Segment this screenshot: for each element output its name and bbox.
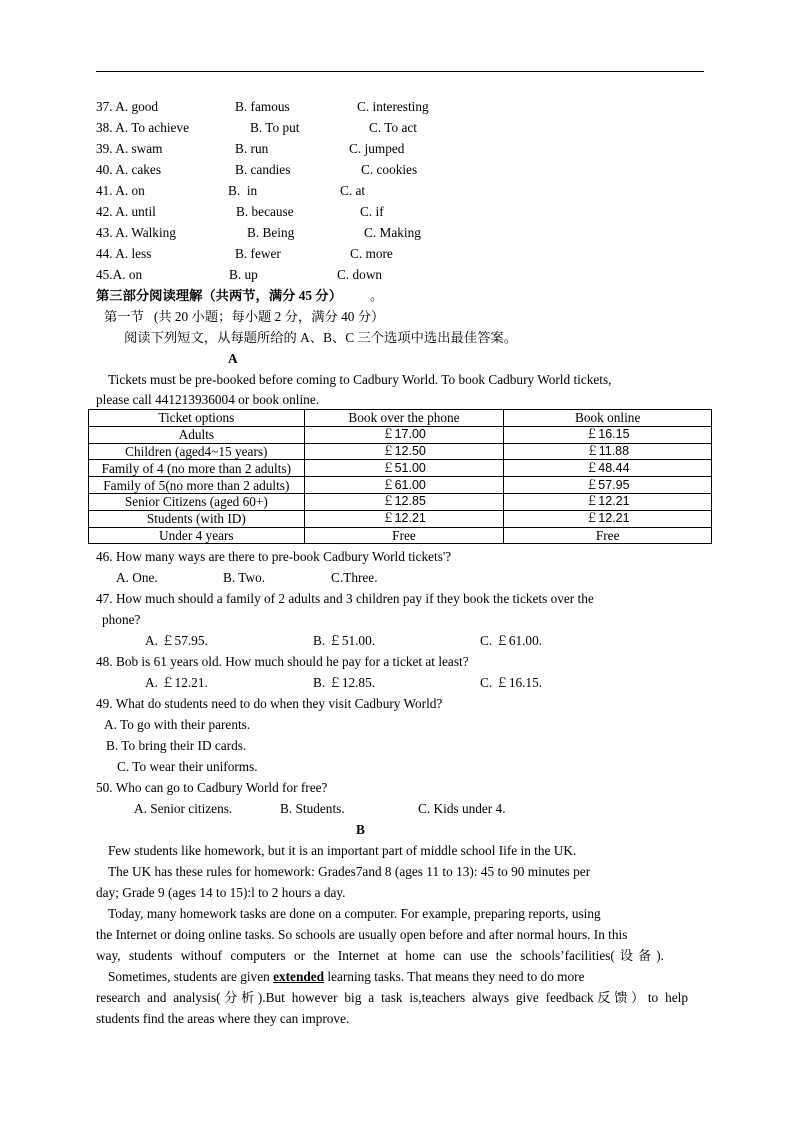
section-title-tail: 。 <box>370 288 384 303</box>
header-book-online: Book online <box>504 410 712 427</box>
passage-b-paragraph-2-line-1: The UK has these rules for homework: Grades7and 8 (ages 11 to 13): 45 to 90 minutes per <box>108 864 591 879</box>
choice-38-b: B. To put <box>250 120 300 135</box>
question-46-option-b: B. Two. <box>223 570 266 585</box>
passage-b-paragraph-3-line-2: the Internet or doing online tasks. So schools are usually open before and after normal hours. In this <box>96 927 628 942</box>
question-47-cont: phone? <box>102 612 141 627</box>
top-rule <box>96 71 704 72</box>
section-subtitle: 第一节 (共 20 小题；每小题 2 分，满分 40 分） <box>104 309 385 324</box>
question-48: 48. Bob is 61 years old. How much should he pay for a ticket at least? <box>96 654 469 669</box>
choice-44-c: C. more <box>350 246 393 261</box>
passage-a-line-2: please call 441213936004 or book online. <box>96 392 320 407</box>
choice-43-c: C. Making <box>364 225 421 240</box>
choice-37-c: C. interesting <box>357 99 429 114</box>
online-price: ￡11.88 <box>504 443 712 460</box>
passage-b-paragraph-3-line-3: way, students withouf computers or the Internet at home can use the schools’facilities(设备). <box>96 948 664 963</box>
paragraph-4-tail: learning tasks. That means they need to do more <box>324 969 585 984</box>
choice-37-a: 37. A. good <box>96 99 159 114</box>
table-row <box>89 493 712 510</box>
choice-39-a: 39. A. swam <box>96 141 163 156</box>
question-47: 47. How much should a family of 2 adults and 3 children pay if they book the tickets over the <box>96 591 594 606</box>
question-46-option-a: A. One. <box>116 570 158 585</box>
table-row <box>89 527 712 544</box>
extended-keyword: extended <box>273 969 325 984</box>
choice-45-a: 45.A. on <box>96 267 143 282</box>
choice-44-b: B. fewer <box>235 246 281 261</box>
question-47-option-b: B. ￡51.00. <box>313 633 376 648</box>
online-price: ￡12.21 <box>504 493 712 510</box>
phone-price: ￡61.00 <box>304 477 504 494</box>
choice-40-b: B. candies <box>235 162 291 177</box>
online-price: ￡12.21 <box>504 510 712 527</box>
question-48-option-c: C. ￡16.15. <box>480 675 543 690</box>
ticket-option: Students (with ID) <box>89 510 305 527</box>
question-48-option-b: B. ￡12.85. <box>313 675 376 690</box>
ticket-option: Family of 5(no more than 2 adults) <box>89 477 305 494</box>
question-46: 46. How many ways are there to pre-book Cadbury World tickets'? <box>96 549 452 564</box>
question-49-option-a: A. To go with their parents. <box>104 717 251 732</box>
question-50-option-a: A. Senior citizens. <box>134 801 233 816</box>
choice-41-c: C. at <box>340 183 366 198</box>
question-50-option-b: B. Students. <box>280 801 345 816</box>
online-price: Free <box>504 527 712 544</box>
choice-44-a: 44. A. less <box>96 246 152 261</box>
paragraph-4-lead: Sometimes, students are given <box>108 969 274 984</box>
choice-40-c: C. cookies <box>361 162 418 177</box>
table-row <box>89 510 712 527</box>
ticket-option: Children (aged4~15 years) <box>89 443 305 460</box>
question-49: 49. What do students need to do when they visit Cadbury World? <box>96 696 443 711</box>
question-47-option-c: C. ￡61.00. <box>480 633 543 648</box>
choice-43-a: 43. A. Walking <box>96 225 176 240</box>
ticket-option: Family of 4 (no more than 2 adults) <box>89 460 305 477</box>
question-46-option-c: C.Three. <box>331 570 378 585</box>
ticket-option: Senior Citizens (aged 60+) <box>89 493 305 510</box>
online-price: ￡16.15 <box>504 426 712 443</box>
passage-b-paragraph-3-line-1: Today, many homework tasks are done on a computer. For example, preparing reports, using <box>108 906 601 921</box>
question-47-option-a: A. ￡57.95. <box>145 633 208 648</box>
header-ticket-options: Ticket options <box>89 410 305 427</box>
passage-a-letter: A <box>228 351 238 366</box>
header-book-phone: Book over the phone <box>304 410 504 427</box>
choice-38-c: C. To act <box>369 120 417 135</box>
table-row <box>89 426 712 443</box>
choice-42-a: 42. A. until <box>96 204 156 219</box>
passage-b-letter: B <box>356 822 365 837</box>
question-49-option-c: C. To wear their uniforms. <box>117 759 258 774</box>
phone-price: ￡17.00 <box>304 426 504 443</box>
passage-a-line-1: Tickets must be pre-booked before coming to Cadbury World. To book Cadbury World tickets, <box>108 372 612 387</box>
question-49-option-b: B. To bring their ID cards. <box>106 738 247 753</box>
phone-price: ￡12.50 <box>304 443 504 460</box>
choice-42-b: B. because <box>236 204 294 219</box>
section-instruction: 阅读下列短文，从每题所给的 A、B、C 三个选项中选出最佳答案。 <box>124 330 518 345</box>
passage-b-paragraph-2-line-2: day; Grade 9 (ages 14 to 15):l to 2 hours a day. <box>96 885 346 900</box>
table-header-row <box>89 410 712 427</box>
phone-price: ￡51.00 <box>304 460 504 477</box>
question-50-option-c: C. Kids under 4. <box>418 801 506 816</box>
choice-45-c: C. down <box>337 267 383 282</box>
section-title: 第三部分阅读理解（共两节，满分 45 分） <box>96 288 342 303</box>
choice-37-b: B. famous <box>235 99 290 114</box>
ticket-table <box>88 409 712 544</box>
passage-b-paragraph-4-line-3: students find the areas where they can improve. <box>96 1011 350 1026</box>
choice-39-b: B. run <box>235 141 269 156</box>
ticket-option: Under 4 years <box>89 527 305 544</box>
question-50: 50. Who can go to Cadbury World for free? <box>96 780 328 795</box>
online-price: ￡57.95 <box>504 477 712 494</box>
choice-41-b: B. in <box>228 183 258 198</box>
choice-42-c: C. if <box>360 204 384 219</box>
phone-price: ￡12.21 <box>304 510 504 527</box>
passage-b-paragraph-4-line-2: research and analysis(分析).But however big a task is,teachers always give feedback反馈）to help <box>96 990 688 1005</box>
choice-39-c: C. jumped <box>349 141 405 156</box>
table-row <box>89 443 712 460</box>
phone-price: ￡12.85 <box>304 493 504 510</box>
ticket-option: Adults <box>89 426 305 443</box>
choice-41-a: 41. A. on <box>96 183 145 198</box>
choice-43-b: B. Being <box>247 225 295 240</box>
table-row <box>89 460 712 477</box>
choice-40-a: 40. A. cakes <box>96 162 161 177</box>
passage-b-paragraph-4-line-1 <box>108 969 585 985</box>
choice-38-a: 38. A. To achieve <box>96 120 189 135</box>
online-price: ￡48.44 <box>504 460 712 477</box>
choice-45-b: B. up <box>229 267 258 282</box>
passage-b-paragraph-1: Few students like homework, but it is an important part of middle school Iife in the UK. <box>108 843 577 858</box>
table-row <box>89 477 712 494</box>
phone-price: Free <box>304 527 504 544</box>
question-48-option-a: A. ￡12.21. <box>145 675 208 690</box>
